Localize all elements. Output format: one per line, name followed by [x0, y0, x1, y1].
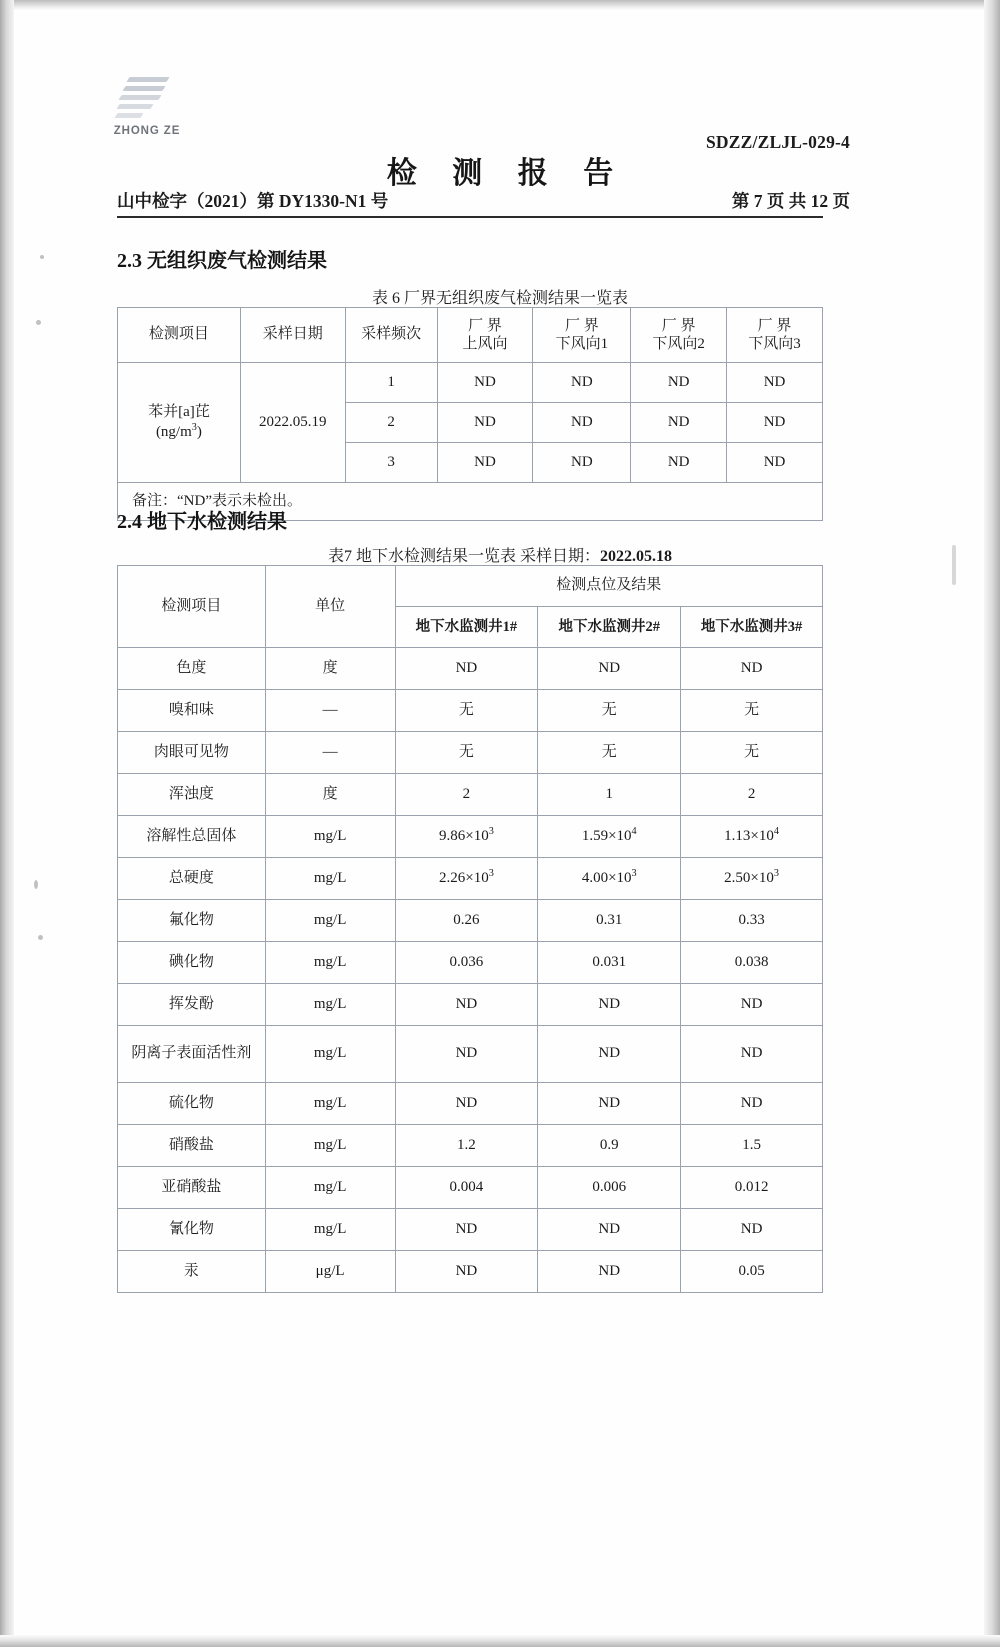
td-well-1: ND: [395, 1251, 538, 1293]
td-well-2: ND: [538, 1083, 681, 1125]
td-item: 碘化物: [118, 942, 266, 984]
td-downwind-3: ND: [727, 363, 823, 403]
td-well-2: ND: [538, 1026, 681, 1083]
td-unit: mg/L: [265, 1026, 395, 1083]
td-unit: mg/L: [265, 984, 395, 1026]
th-boundary-downwind-3: [727, 308, 823, 363]
td-well-2: 无: [538, 690, 681, 732]
td-well-1: 0.26: [395, 900, 538, 942]
td-well-3: $2.50\times 10^3$: [681, 858, 823, 900]
td-well-1: ND: [395, 1209, 538, 1251]
td-unit: mg/L: [265, 1083, 395, 1125]
td-well-3: ND: [681, 1209, 823, 1251]
section-heading-2-4: 2.4 地下水检测结果: [117, 511, 287, 533]
table-row: [118, 648, 823, 690]
table-row: [118, 1026, 823, 1083]
td-downwind-2: ND: [631, 443, 727, 483]
td-well-3: ND: [681, 1083, 823, 1125]
table-row: [118, 1083, 823, 1125]
th-points-group: 检测点位及结果: [395, 566, 822, 607]
td-well-3: 无: [681, 732, 823, 774]
td-well-1: 1.2: [395, 1125, 538, 1167]
td-well-3: 1.5: [681, 1125, 823, 1167]
td-frequency: 2: [345, 403, 437, 443]
table-groundwater-results: [117, 565, 823, 1293]
td-unit: 度: [265, 648, 395, 690]
td-item-name: [118, 363, 241, 483]
header-divider: [117, 216, 823, 218]
td-well-1: 无: [395, 690, 538, 732]
td-upwind: ND: [437, 403, 533, 443]
table-row: [118, 1125, 823, 1167]
document-code: SDZZ/ZLJL-029-4: [706, 132, 850, 152]
company-logo: [104, 75, 190, 147]
td-unit: mg/L: [265, 858, 395, 900]
table7-caption-text: 表7 地下水检测结果一览表 采样日期：: [327, 548, 600, 565]
td-unit: mg/L: [265, 1209, 395, 1251]
item-name-unit: $(ng/m^3)$: [155, 421, 202, 440]
th-well-3: 地下水监测井3#: [681, 607, 823, 648]
table-row: [118, 816, 823, 858]
th-line2: 上风向: [462, 336, 508, 352]
td-downwind-3: ND: [727, 403, 823, 443]
th-line2: 下风向2: [652, 336, 705, 352]
table-row: [118, 363, 823, 403]
table-row: [118, 858, 823, 900]
td-well-3: ND: [681, 984, 823, 1026]
td-item: 溶解性总固体: [118, 816, 266, 858]
td-well-3: ND: [681, 648, 823, 690]
td-well-3: 0.05: [681, 1251, 823, 1293]
td-well-1: $9.86\times 10^3$: [395, 816, 538, 858]
th-item: 检测项目: [118, 566, 266, 648]
td-well-3: 0.038: [681, 942, 823, 984]
table-header-row: [118, 566, 823, 607]
table-row: [118, 690, 823, 732]
table-row: [118, 732, 823, 774]
th-unit: 单位: [265, 566, 395, 648]
scan-edge-right: [984, 0, 1000, 1647]
th-line2: 下风向3: [748, 336, 801, 352]
th-well-2: 地下水监测井2#: [538, 607, 681, 648]
td-well-2: 0.31: [538, 900, 681, 942]
td-well-2: $4.00\times 10^3$: [538, 858, 681, 900]
scan-edge-top: [0, 0, 1000, 10]
td-well-3: 0.33: [681, 900, 823, 942]
scan-speck: [38, 935, 43, 940]
td-well-1: ND: [395, 984, 538, 1026]
page-title: 检 测 报 告: [386, 157, 628, 190]
td-unit: —: [265, 732, 395, 774]
scan-edge-left: [0, 0, 14, 1647]
table-row: [118, 1251, 823, 1293]
td-item: 嗅和味: [118, 690, 266, 732]
td-unit: mg/L: [265, 1167, 395, 1209]
td-well-3: ND: [681, 1026, 823, 1083]
td-unit: mg/L: [265, 900, 395, 942]
td-downwind-1: ND: [533, 443, 631, 483]
table-row: [118, 900, 823, 942]
th-boundary-downwind-1: [533, 308, 631, 363]
td-downwind-2: ND: [631, 403, 727, 443]
scan-speck: [34, 880, 38, 889]
td-well-2: ND: [538, 1209, 681, 1251]
table-row: [118, 774, 823, 816]
td-well-2: 0.006: [538, 1167, 681, 1209]
table7-caption-date: 2022.05.18: [600, 548, 672, 565]
td-well-2: ND: [538, 984, 681, 1026]
td-sample-date: 2022.05.19: [240, 363, 345, 483]
table6-note: 备注：“ND”表示未检出。: [118, 483, 823, 521]
scan-edge-bottom: [0, 1635, 1000, 1647]
td-unit: mg/L: [265, 816, 395, 858]
table6-caption: 表 6 厂界无组织废气检测结果一览表: [371, 290, 628, 307]
section-heading-2-3: 2.3 无组织废气检测结果: [117, 250, 327, 272]
th-line1: 厂 界: [468, 317, 502, 334]
td-item: 肉眼可见物: [118, 732, 266, 774]
td-well-1: ND: [395, 1026, 538, 1083]
td-downwind-1: ND: [533, 363, 631, 403]
td-well-2: 无: [538, 732, 681, 774]
td-item: 总硬度: [118, 858, 266, 900]
td-downwind-3: ND: [727, 443, 823, 483]
logo-text: ZHONG ZE: [113, 125, 181, 137]
td-well-3: 0.012: [681, 1167, 823, 1209]
td-item: 浑浊度: [118, 774, 266, 816]
td-item: 色度: [118, 648, 266, 690]
td-well-2: 0.031: [538, 942, 681, 984]
td-well-3: 无: [681, 690, 823, 732]
th-line2: 下风向1: [555, 336, 609, 352]
th-item: 检测项目: [118, 308, 241, 363]
td-upwind: ND: [437, 443, 533, 483]
td-well-3: $1.13\times 10^4$: [681, 816, 823, 858]
td-well-1: ND: [395, 1083, 538, 1125]
td-upwind: ND: [437, 363, 533, 403]
td-unit: —: [265, 690, 395, 732]
td-well-1: 0.004: [395, 1167, 538, 1209]
scan-speck: [40, 255, 44, 259]
th-line1: 厂 界: [564, 317, 599, 334]
td-well-2: ND: [538, 1251, 681, 1293]
report-number: 山中检字（2021）第 DY1330-N1 号: [117, 191, 389, 211]
td-item: 氰化物: [118, 1209, 266, 1251]
td-item: 阴离子表面活性剂: [118, 1026, 266, 1083]
td-unit: mg/L: [265, 1125, 395, 1167]
td-frequency: 1: [345, 363, 437, 403]
th-boundary-downwind-2: [631, 308, 727, 363]
td-well-2: ND: [538, 648, 681, 690]
table7-caption: [0, 543, 1000, 566]
td-well-1: 0.036: [395, 942, 538, 984]
table-row: [118, 984, 823, 1026]
page-number: 第 7 页 共 12 页: [731, 191, 850, 211]
td-unit: mg/L: [265, 942, 395, 984]
td-well-2: 0.9: [538, 1125, 681, 1167]
table-unorganized-waste-gas: [117, 307, 823, 521]
td-item: 挥发酚: [118, 984, 266, 1026]
item-name-line1: 苯并[a]芘: [148, 404, 210, 421]
td-frequency: 3: [345, 443, 437, 483]
table-row: [118, 1209, 823, 1251]
th-sample-date: 采样日期: [240, 308, 345, 363]
table-row: [118, 942, 823, 984]
table-row: [118, 1167, 823, 1209]
logo-mark-icon: [114, 75, 176, 121]
td-well-2: 1: [538, 774, 681, 816]
td-well-1: 2: [395, 774, 538, 816]
th-line1: 厂 界: [661, 317, 696, 334]
td-unit: μg/L: [265, 1251, 395, 1293]
th-line1: 厂 界: [757, 317, 792, 334]
td-well-2: $1.59\times 10^4$: [538, 816, 681, 858]
td-item: 硝酸盐: [118, 1125, 266, 1167]
td-well-1: ND: [395, 648, 538, 690]
td-well-1: $2.26\times 10^3$: [395, 858, 538, 900]
td-item: 亚硝酸盐: [118, 1167, 266, 1209]
td-unit: 度: [265, 774, 395, 816]
td-downwind-1: ND: [533, 403, 631, 443]
td-item: 汞: [118, 1251, 266, 1293]
scan-speck: [36, 320, 41, 325]
td-well-1: 无: [395, 732, 538, 774]
th-frequency: 采样频次: [345, 308, 437, 363]
td-downwind-2: ND: [631, 363, 727, 403]
table-header-row: [118, 308, 823, 363]
th-well-1: 地下水监测井1#: [395, 607, 538, 648]
td-item: 氟化物: [118, 900, 266, 942]
td-item: 硫化物: [118, 1083, 266, 1125]
th-boundary-upwind: [437, 308, 533, 363]
td-well-3: 2: [681, 774, 823, 816]
